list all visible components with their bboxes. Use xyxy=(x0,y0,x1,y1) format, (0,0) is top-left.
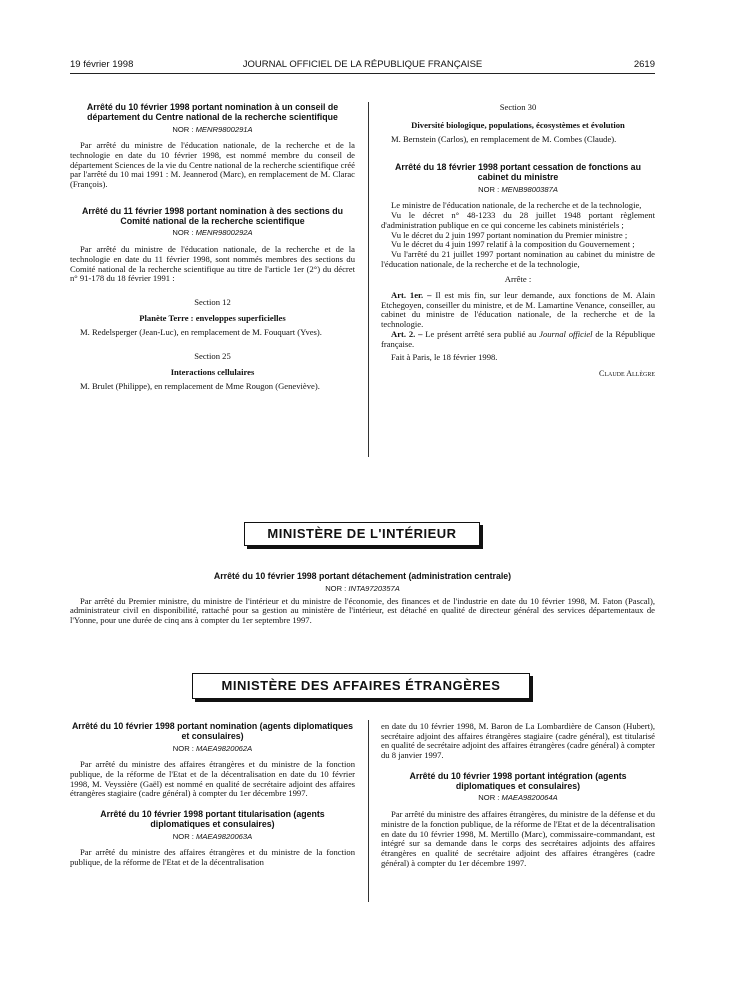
section-body: M. Brulet (Philippe), en remplacement de Mme Rougon (Geneviève). xyxy=(80,381,320,392)
arrete-body: Par arrêté du ministre de l'éducation nationale, de la recherche et de la technologie en date du 11 février 1998, sont nommés membres des sections du Comité national de la recherche scientifique au titre de l'article 1er (2°) du décret n° 91-178 du 18 février 1991 : xyxy=(70,244,355,284)
arrete-title: Arrêté du 10 février 1998 portant détachement (administration centrale) xyxy=(213,571,512,581)
page-header xyxy=(70,59,655,71)
nor-reference: NOR : MENR9800292A xyxy=(172,228,253,238)
arrete-body: Par arrêté du ministre des affaires étrangères et du ministre de la fonction publique, de la réforme de l'Etat et de la décentralisation xyxy=(70,847,355,868)
section-heading: Planète Terre : enveloppes superficielles xyxy=(139,312,286,323)
arrete-body: Par arrêté du ministre de l'éducation nationale, de la recherche et de la technologie en date du 10 février 1998, est nommé membre du conseil de département Sciences de la vie du Centre national de la recherche scientifique créé par l'arrêté du 10 mai 1991 : M. Jeannerod (Marc), en remplacement de M. Clarac (François). xyxy=(70,140,355,190)
arrete-title: Arrêté du 10 février 1998 portant intégration (agents diplomatiques et consulaires) xyxy=(409,770,627,791)
nor-reference: NOR : MAEA9820064A xyxy=(478,793,558,803)
nor-reference: NOR : INTA9720357A xyxy=(325,583,400,593)
arrete-visa: Vu le décret n° 48-1233 du 28 juillet 1948 portant règlement d'administration publique en ce qui concerne les cabinets ministériels ; xyxy=(381,210,655,230)
article-2: Art. 2. – Le présent arrêté sera publié au Journal officiel de la République française. xyxy=(381,328,656,349)
arrete-body-continued: en date du 10 février 1998, M. Baron de La Lombardière de Canson (Hubert), secrétaire adjoint des affaires étrangères stagiaire (cadre général), est titularisé en qualité de secrétaire adjoint des affaires étrangères (cadre général) à compter du 8 janvier 1997. xyxy=(381,721,655,761)
column-separator xyxy=(368,720,369,902)
nor-reference: NOR : MENB9800387A xyxy=(478,184,558,194)
left-column-bottom xyxy=(70,722,355,868)
section-number: Section 30 xyxy=(499,102,537,112)
arrete-title: Arrêté du 18 février 1998 portant cessation de fonctions au cabinet du ministre xyxy=(395,162,641,182)
left-column xyxy=(70,103,355,392)
right-column xyxy=(381,103,655,379)
nor-reference: NOR : MENR9800291A xyxy=(172,124,253,134)
signature: Claude Allègre xyxy=(599,368,655,378)
arrete-visa: Vu l'arrêté du 21 juillet 1997 portant nomination au cabinet du ministre de l'éducation nationale, de la recherche et de la technologie, xyxy=(381,248,655,269)
nor-reference: NOR : MAEA9820063A xyxy=(172,831,253,841)
ministry-banner: MINISTÈRE DES AFFAIRES ÉTRANGÈRES xyxy=(192,673,530,699)
article-1: Art. 1er. – Il est mis fin, sur leur demande, aux fonctions de M. Alain Etchegoyen, conseiller du ministre, et de M. Lamartine Venance, conseiller, au cabinet du ministre de l'éducation nationale, de la recherche et de la technologie. xyxy=(381,290,655,330)
header-rule xyxy=(70,73,655,74)
arrete-title: Arrêté du 11 février 1998 portant nomination à des sections du Comité national de la recherche scientifique xyxy=(81,205,344,226)
arrete-keyword: Arrête : xyxy=(504,274,532,285)
arrete-title: Arrêté du 10 février 1998 portant nomination à un conseil de département du Centre national de la recherche scientifique xyxy=(86,102,339,122)
arrete-preamble: Le ministre de l'éducation nationale, de la recherche et de la technologie, xyxy=(391,200,642,211)
interieur-section xyxy=(70,572,655,626)
column-separator xyxy=(368,102,369,457)
arrete-title: Arrêté du 10 février 1998 portant titularisation (agents diplomatiques et consulaires) xyxy=(100,809,325,829)
ministry-banner: MINISTÈRE DE L'INTÉRIEUR xyxy=(244,522,480,546)
arrete-visa: Vu le décret du 4 juin 1997 relatif à la composition du Gouvernement ; xyxy=(391,239,635,250)
arrete-date: Fait à Paris, le 18 février 1998. xyxy=(391,352,498,363)
header-page-number: 2619 xyxy=(633,59,655,70)
header-journal-title: JOURNAL OFFICIEL DE LA RÉPUBLIQUE FRANÇAISE xyxy=(242,59,483,70)
arrete-title: Arrêté du 10 février 1998 portant nomination (agents diplomatiques et consulaires) xyxy=(71,721,354,741)
header-date: 19 février 1998 xyxy=(70,59,134,70)
arrete-body: Par arrêté du ministre des affaires étrangères et du ministre de la fonction publique, de la réforme de l'Etat et de la décentralisation en date du 10 février 1998, M. Veyssière (Gaël) est nommé en qualité de secrétaire adjoint des affaires étrangères stagiaire (cadre général) à compter du 1er décembre 1997. xyxy=(70,759,355,799)
section-number: Section 12 xyxy=(194,296,231,307)
section-body: M. Bernstein (Carlos), en remplacement de M. Combes (Claude). xyxy=(391,134,617,145)
section-heading: Diversité biologique, populations, écosystèmes et évolution xyxy=(411,119,625,130)
arrete-body: Par arrêté du Premier ministre, du ministre de l'intérieur et du ministre de l'économie, des finances et de l'industrie en date du 10 février 1998, M. Faton (Pascal), administrateur civil en disponibilité, rattaché pour sa gestion au ministère de l'intérieur, est détaché en qualité de directeur général des services départementaux de l'Yonne, pour une durée de cinq ans à compter du 1er septembre 1997. xyxy=(70,595,655,625)
section-heading: Interactions cellulaires xyxy=(170,366,255,377)
nor-reference: NOR : MAEA9820062A xyxy=(172,743,253,753)
right-column-bottom xyxy=(381,722,655,868)
section-body: M. Redelsperger (Jean-Luc), en remplacement de M. Fouquart (Yves). xyxy=(80,327,322,338)
arrete-visa: Vu le décret du 2 juin 1997 portant nomination du Premier ministre ; xyxy=(391,229,628,240)
section-number: Section 25 xyxy=(194,351,231,362)
arrete-body: Par arrêté du ministre des affaires étrangères, du ministre de la défense et du ministre de la fonction publique, de la réforme de l'Etat et de la décentralisation en date du 10 février 1998, M. Mertillo (Marc), commissaire-commandant, est intégré sur sa demande dans le corps des secrétaires adjoints des affaires étrangères en qualité de secrétaire adjoint des affaires étrangères (cadre général) à compter du 1er décembre 1997. xyxy=(381,809,655,868)
